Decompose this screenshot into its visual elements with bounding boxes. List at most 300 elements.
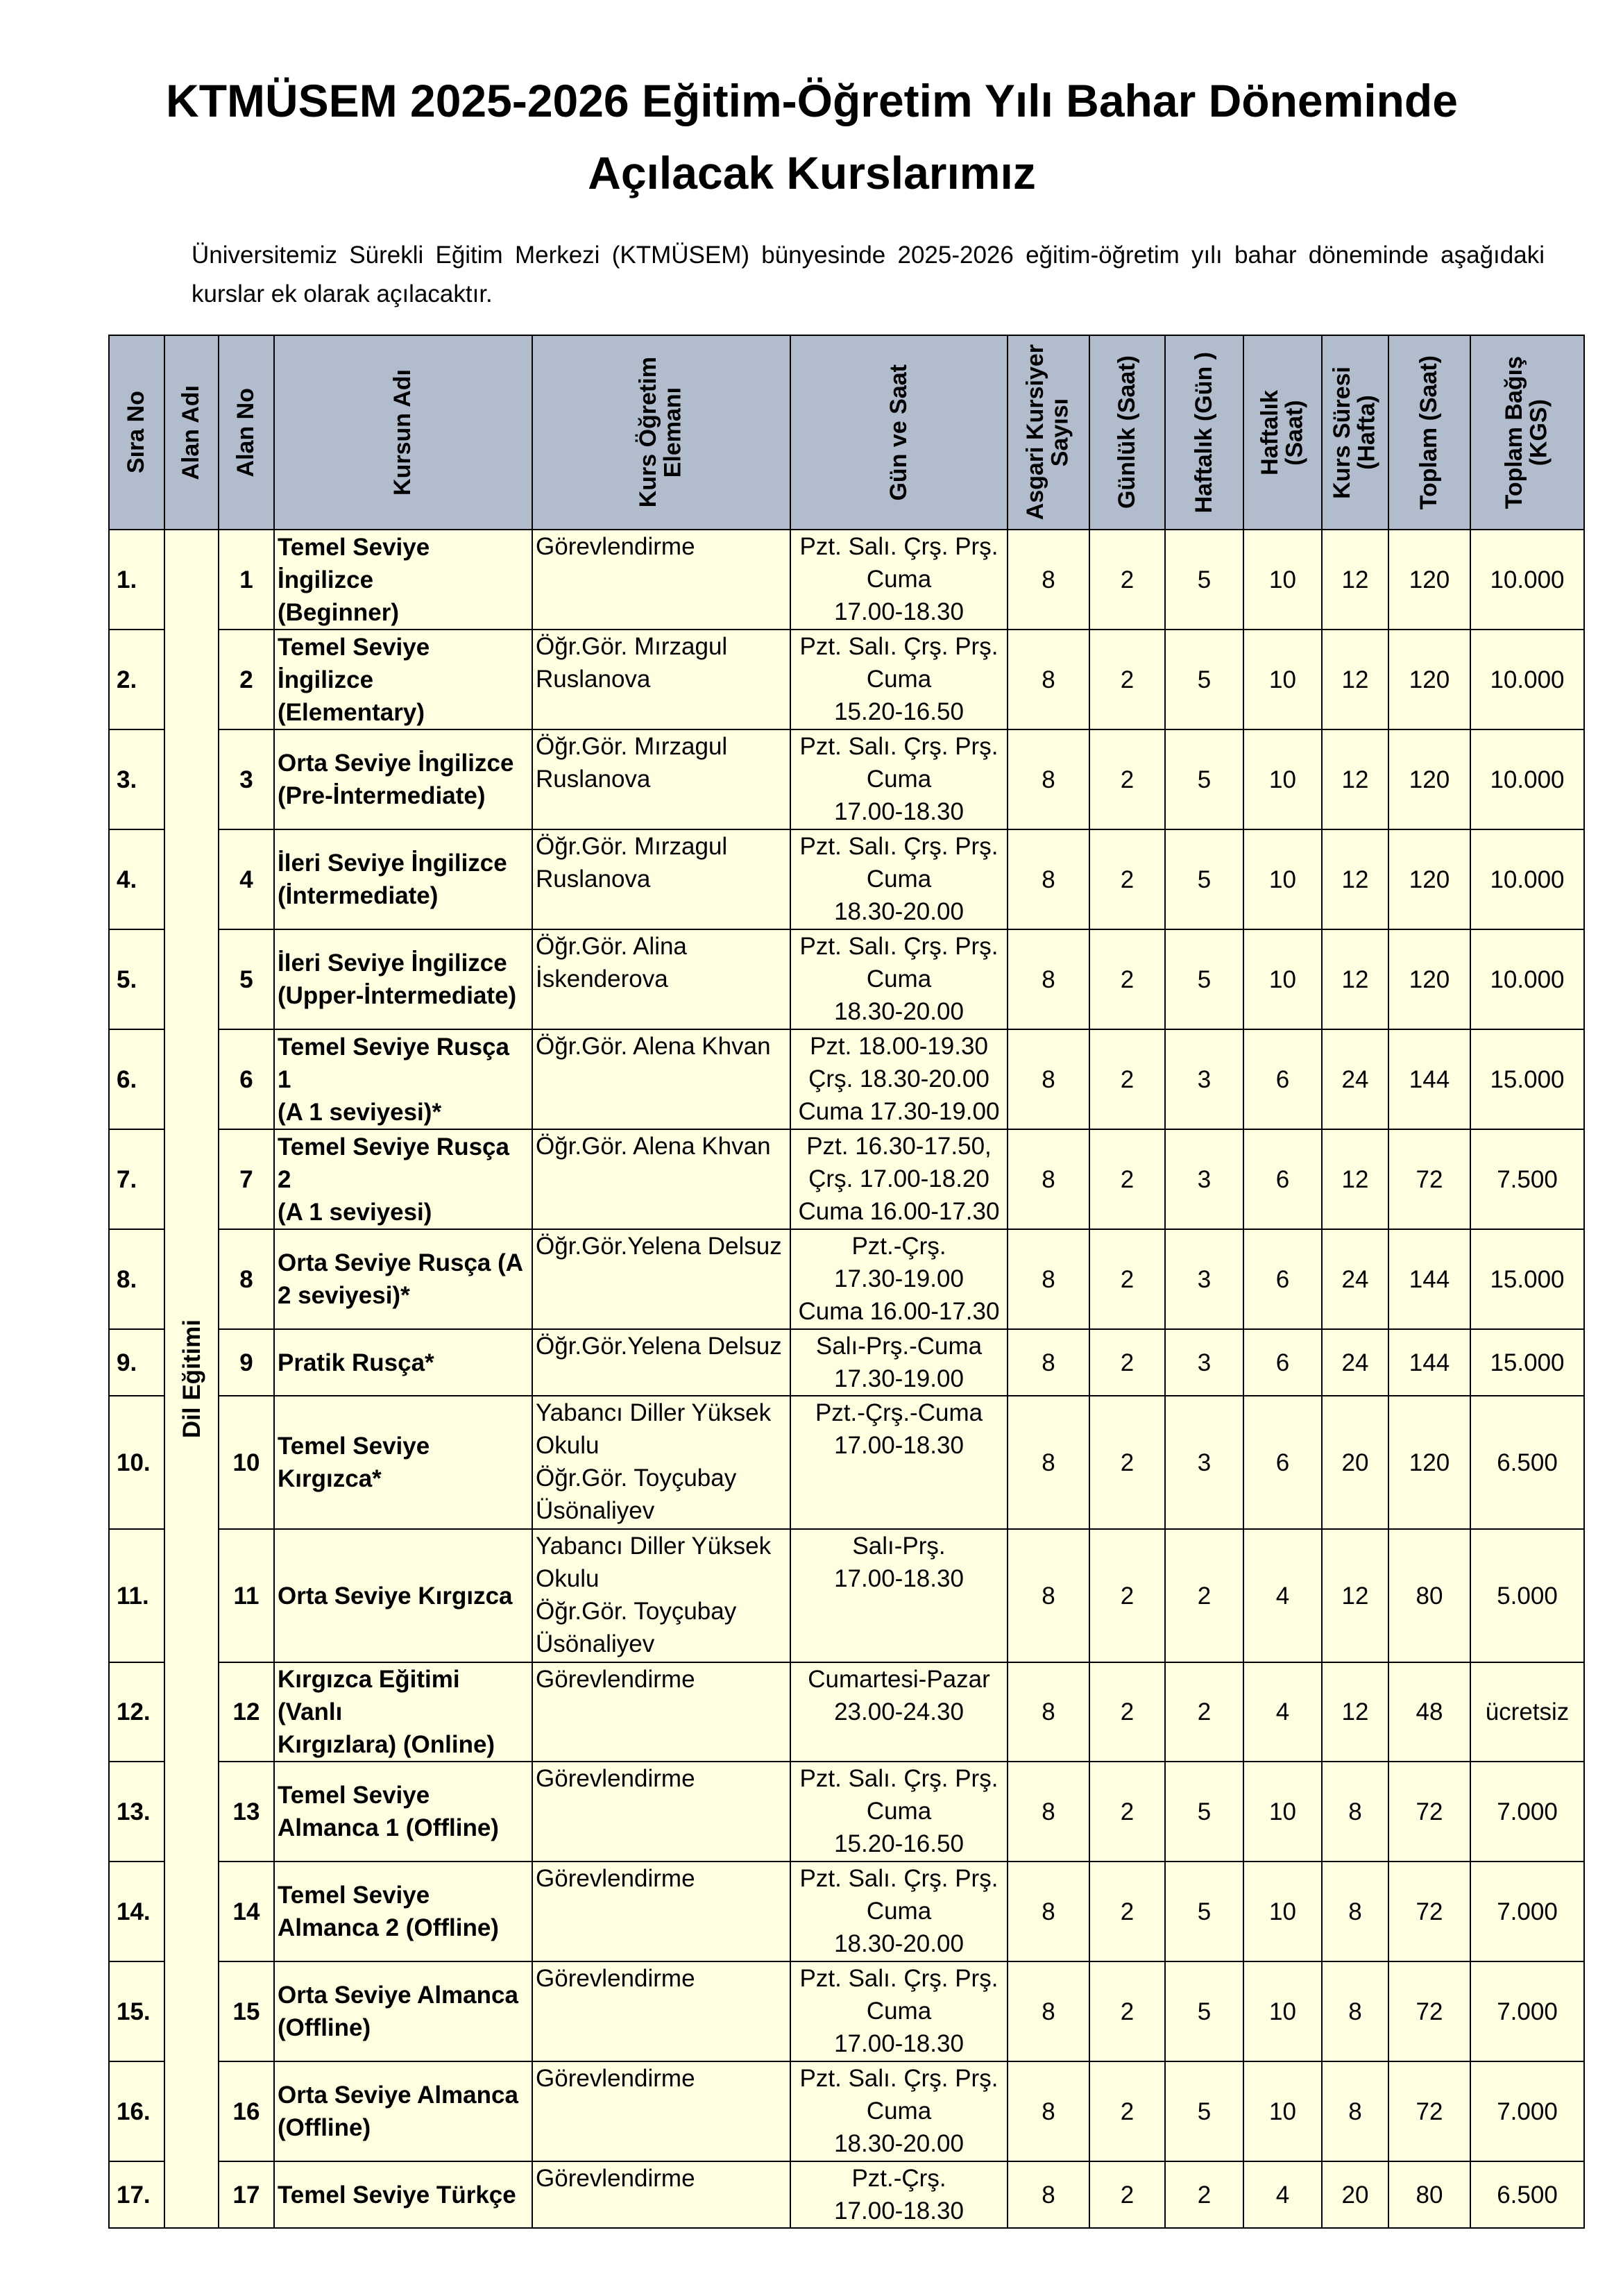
haftalik-saat-cell: 4 [1243, 2161, 1322, 2228]
kurs-adi-cell [274, 1762, 532, 1862]
toplam-saat-cell: 80 [1388, 2161, 1470, 2228]
haftalik-saat-cell: 10 [1243, 1961, 1322, 2061]
ogretim-elemani-cell [532, 1529, 790, 1662]
gun-saat-cell-line: Pzt.-Çrş. [851, 1233, 946, 1260]
asgari-kursiyer-cell: 8 [1008, 1396, 1089, 1529]
gun-saat-cell-line: Cuma [866, 866, 932, 893]
kurs-suresi-cell: 24 [1322, 1029, 1388, 1129]
toplam-saat-cell: 72 [1388, 2061, 1470, 2161]
gunluk-saat-cell: 2 [1089, 1129, 1165, 1229]
gun-saat-cell [790, 1229, 1008, 1329]
kurs-adi-cell-line: (Elementary) [278, 698, 425, 726]
kurs-adi-cell-line: Kırgızca Eğitimi (Vanlı [278, 1666, 460, 1725]
ogretim-elemani-cell-line: Ruslanova [536, 766, 651, 793]
gun-saat-cell-line: Çrş. 18.30-20.00 [808, 1065, 989, 1092]
gun-saat-cell-line: 18.30-20.00 [834, 1930, 964, 1957]
sira-no-cell: 6. [109, 1029, 164, 1129]
table-row [109, 2061, 1584, 2161]
kurs-adi-cell [274, 1961, 532, 2061]
gunluk-saat-cell: 2 [1089, 1229, 1165, 1329]
toplam-bagis-cell: 7.000 [1470, 1862, 1584, 1961]
header-gun-saat: Gün ve Saat [790, 335, 1008, 530]
haftalik-saat-cell: 10 [1243, 829, 1322, 929]
haftalik-saat-cell: 4 [1243, 1529, 1322, 1662]
alan-no-cell: 8 [219, 1229, 274, 1329]
table-row [109, 1529, 1584, 1662]
gun-saat-cell-line: Cuma [866, 566, 932, 593]
gun-saat-cell-line: 17.00-18.30 [834, 1432, 964, 1459]
haftalik-gun-cell: 3 [1165, 1129, 1243, 1229]
toplam-bagis-cell: 15.000 [1470, 1029, 1584, 1129]
ogretim-elemani-cell [532, 1862, 790, 1961]
haftalik-gun-cell: 2 [1165, 2161, 1243, 2228]
kurs-adi-cell-line: (İntermediate) [278, 882, 439, 909]
ogretim-elemani-cell [532, 1029, 790, 1129]
ogretim-elemani-cell [532, 1396, 790, 1529]
toplam-saat-cell: 120 [1388, 1396, 1470, 1529]
gun-saat-cell [790, 2061, 1008, 2161]
ogretim-elemani-cell [532, 1329, 790, 1396]
ogretim-elemani-cell-line: İskenderova [536, 965, 668, 993]
alan-no-cell: 6 [219, 1029, 274, 1129]
asgari-kursiyer-cell: 8 [1008, 1961, 1089, 2061]
header-kurs-adi: Kursun Adı [274, 335, 532, 530]
gun-saat-cell [790, 729, 1008, 829]
asgari-kursiyer-cell: 8 [1008, 1129, 1089, 1229]
kurs-adi-cell [274, 1662, 532, 1762]
ogretim-elemani-cell-line: Üsönaliyev [536, 1630, 655, 1657]
asgari-kursiyer-cell: 8 [1008, 729, 1089, 829]
kurs-adi-cell-line: Orta Seviye Almanca [278, 2082, 518, 2109]
kurs-adi-cell-line: Orta Seviye İngilizce [278, 750, 514, 777]
gun-saat-cell [790, 1662, 1008, 1762]
haftalik-saat-cell: 10 [1243, 929, 1322, 1029]
header-toplam-bagis: Toplam Bağış (KGS) [1470, 335, 1584, 530]
gun-saat-cell-line: 18.30-20.00 [834, 998, 964, 1025]
alan-no-cell: 3 [219, 729, 274, 829]
sira-no-cell: 17. [109, 2161, 164, 2228]
toplam-bagis-cell: 10.000 [1470, 829, 1584, 929]
ogretim-elemani-cell-line: Öğr.Gör. Alena Khvan [536, 1033, 771, 1060]
haftalik-gun-cell: 5 [1165, 630, 1243, 729]
kurs-adi-cell [274, 530, 532, 630]
kurs-adi-cell-line: İleri Seviye İngilizce [278, 850, 507, 877]
gun-saat-cell [790, 1961, 1008, 2061]
ogretim-elemani-cell-line: Görevlendirme [536, 1666, 695, 1693]
sira-no-cell: 4. [109, 829, 164, 929]
gun-saat-cell-line: 17.00-18.30 [834, 2030, 964, 2057]
ogretim-elemani-cell-line: Ruslanova [536, 666, 651, 693]
kurs-adi-cell-line: Temel Seviye [278, 1782, 430, 1809]
asgari-kursiyer-cell: 8 [1008, 2161, 1089, 2228]
header-asgari-kursiyer: Asgari Kursiyer Sayısı [1008, 335, 1089, 530]
toplam-bagis-cell: 7.000 [1470, 1762, 1584, 1862]
header-alan-adi: Alan Adı [164, 335, 219, 530]
ogretim-elemani-cell-line: Öğr.Gör. Toyçubay [536, 1464, 737, 1492]
gun-saat-cell-line: Pzt. Salı. Çrş. Prş. [799, 1865, 999, 1892]
alan-no-cell: 7 [219, 1129, 274, 1229]
asgari-kursiyer-cell: 8 [1008, 1029, 1089, 1129]
gun-saat-cell [790, 1329, 1008, 1396]
gun-saat-cell-line: 15.20-16.50 [834, 1830, 964, 1857]
kurs-adi-cell [274, 1529, 532, 1662]
asgari-kursiyer-cell: 8 [1008, 2061, 1089, 2161]
toplam-bagis-cell: 10.000 [1470, 630, 1584, 729]
gun-saat-cell-line: Cuma 16.00-17.30 [798, 1298, 1000, 1325]
header-haftalik-gun: Haftalık (Gün ) [1165, 335, 1243, 530]
ogretim-elemani-cell [532, 1762, 790, 1862]
gun-saat-cell-line: Cuma 17.30-19.00 [798, 1098, 1000, 1125]
ogretim-elemani-cell-line: Görevlendirme [536, 1765, 695, 1792]
asgari-kursiyer-cell: 8 [1008, 1762, 1089, 1862]
alan-no-cell: 1 [219, 530, 274, 630]
gun-saat-cell-line: Cuma [866, 1998, 932, 2025]
sira-no-cell: 13. [109, 1762, 164, 1862]
gun-saat-cell-line: Cuma [866, 666, 932, 693]
kurs-suresi-cell: 8 [1322, 1862, 1388, 1961]
kurs-adi-cell [274, 1329, 532, 1396]
header-ogretim-elemani: Kurs Öğretim Elemanı [532, 335, 790, 530]
gun-saat-cell [790, 2161, 1008, 2228]
gun-saat-cell-line: Cuma [866, 1898, 932, 1925]
kurs-adi-cell [274, 1029, 532, 1129]
toplam-saat-cell: 72 [1388, 1862, 1470, 1961]
kurs-adi-cell [274, 729, 532, 829]
table-row [109, 1329, 1584, 1396]
kurs-adi-cell-line: Almanca 1 (Offline) [278, 1814, 499, 1841]
ogretim-elemani-cell-line: Okulu [536, 1432, 600, 1459]
alan-adi-cell [164, 530, 219, 2228]
gunluk-saat-cell: 2 [1089, 1961, 1165, 2061]
gunluk-saat-cell: 2 [1089, 1396, 1165, 1529]
kurs-adi-cell-line: (Beginner) [278, 598, 399, 626]
table-header-row [109, 335, 1584, 530]
haftalik-saat-cell: 10 [1243, 729, 1322, 829]
gun-saat-cell-line: Pzt.-Çrş.-Cuma [815, 1399, 983, 1426]
kurs-suresi-cell: 8 [1322, 1762, 1388, 1862]
gunluk-saat-cell: 2 [1089, 2161, 1165, 2228]
sira-no-cell: 14. [109, 1862, 164, 1961]
ogretim-elemani-cell [532, 929, 790, 1029]
kurs-adi-cell-line: Almanca 2 (Offline) [278, 1914, 499, 1941]
gun-saat-cell [790, 829, 1008, 929]
asgari-kursiyer-cell: 8 [1008, 1329, 1089, 1396]
gunluk-saat-cell: 2 [1089, 1862, 1165, 1961]
table-row [109, 2161, 1584, 2228]
kurs-suresi-cell: 12 [1322, 530, 1388, 630]
alan-no-cell: 12 [219, 1662, 274, 1762]
ogretim-elemani-cell-line: Öğr.Gör. Toyçubay [536, 1598, 737, 1625]
sira-no-cell: 11. [109, 1529, 164, 1662]
haftalik-saat-cell: 6 [1243, 1029, 1322, 1129]
ogretim-elemani-cell [532, 729, 790, 829]
intro-paragraph: Üniversitemiz Sürekli Eğitim Merkezi (KTMÜSEM) bünyesinde 2025-2026 eğitim-öğretim yılı bahar döneminde aşağıdaki kurslar ek olarak açılacaktır. [192, 242, 1545, 307]
toplam-saat-cell: 72 [1388, 1129, 1470, 1229]
ogretim-elemani-cell-line: Görevlendirme [536, 2165, 695, 2192]
gunluk-saat-cell: 2 [1089, 829, 1165, 929]
asgari-kursiyer-cell: 8 [1008, 530, 1089, 630]
haftalik-saat-cell: 10 [1243, 1762, 1322, 1862]
kurs-suresi-cell: 12 [1322, 1662, 1388, 1762]
asgari-kursiyer-cell: 8 [1008, 1229, 1089, 1329]
kurs-suresi-cell: 8 [1322, 2061, 1388, 2161]
ogretim-elemani-cell-line: Yabancı Diller Yüksek [536, 1533, 772, 1560]
gun-saat-cell-line: Pzt. Salı. Çrş. Prş. [799, 1965, 999, 1992]
toplam-saat-cell: 120 [1388, 829, 1470, 929]
gun-saat-cell-line: 18.30-20.00 [834, 2130, 964, 2157]
haftalik-gun-cell: 3 [1165, 1396, 1243, 1529]
haftalik-gun-cell: 5 [1165, 1762, 1243, 1862]
kurs-adi-cell-line: (Offline) [278, 2014, 371, 2041]
kurs-adi-cell-line: (A 1 seviyesi)* [278, 1098, 442, 1126]
kurs-suresi-cell: 24 [1322, 1229, 1388, 1329]
kurs-suresi-cell: 12 [1322, 630, 1388, 729]
haftalik-saat-cell: 6 [1243, 1129, 1322, 1229]
alan-no-cell: 13 [219, 1762, 274, 1862]
kurs-adi-cell [274, 2061, 532, 2161]
gunluk-saat-cell: 2 [1089, 1329, 1165, 1396]
gun-saat-cell-line: Pzt. Salı. Çrş. Prş. [799, 733, 999, 760]
table-row [109, 829, 1584, 929]
gun-saat-cell-line: Pzt. 18.00-19.30 [810, 1033, 988, 1060]
kurs-adi-cell [274, 1862, 532, 1961]
haftalik-gun-cell: 5 [1165, 1862, 1243, 1961]
kurs-adi-cell-line: Temel Seviye İngilizce [278, 533, 430, 593]
gun-saat-cell-line: 17.00-18.30 [834, 1565, 964, 1592]
haftalik-gun-cell: 5 [1165, 530, 1243, 630]
ogretim-elemani-cell [532, 630, 790, 729]
toplam-saat-cell: 120 [1388, 929, 1470, 1029]
kurs-adi-cell [274, 630, 532, 729]
toplam-bagis-cell: 10.000 [1470, 729, 1584, 829]
sira-no-cell: 15. [109, 1961, 164, 2061]
gun-saat-cell-line: 18.30-20.00 [834, 898, 964, 925]
ogretim-elemani-cell-line: Öğr.Gör. Mırzagul [536, 833, 728, 860]
sira-no-cell: 9. [109, 1329, 164, 1396]
table-row [109, 1229, 1584, 1329]
gun-saat-cell-line: Cuma [866, 2097, 932, 2125]
ogretim-elemani-cell-line: Görevlendirme [536, 2065, 695, 2092]
toplam-bagis-cell: 10.000 [1470, 929, 1584, 1029]
gun-saat-cell-line: Pzt. Salı. Çrş. Prş. [799, 633, 999, 660]
haftalik-saat-cell: 4 [1243, 1662, 1322, 1762]
toplam-saat-cell: 144 [1388, 1029, 1470, 1129]
toplam-saat-cell: 120 [1388, 530, 1470, 630]
haftalik-saat-cell: 10 [1243, 630, 1322, 729]
sira-no-cell: 5. [109, 929, 164, 1029]
table-row [109, 729, 1584, 829]
kurs-adi-cell-line: (A 1 seviyesi) [278, 1198, 432, 1226]
haftalik-gun-cell: 5 [1165, 929, 1243, 1029]
table-row [109, 1129, 1584, 1229]
gun-saat-cell-line: Pzt. Salı. Çrş. Prş. [799, 933, 999, 960]
gun-saat-cell-line: 15.20-16.50 [834, 698, 964, 725]
ogretim-elemani-cell-line: Öğr.Gör. Mırzagul [536, 633, 728, 660]
ogretim-elemani-cell [532, 1662, 790, 1762]
asgari-kursiyer-cell: 8 [1008, 1662, 1089, 1762]
toplam-bagis-cell: 6.500 [1470, 2161, 1584, 2228]
table-row [109, 929, 1584, 1029]
kurs-adi-cell-line: Temel Seviye Rusça 2 [278, 1133, 509, 1193]
toplam-saat-cell: 72 [1388, 1762, 1470, 1862]
page-title-line-2: Açılacak Kurslarımız [588, 147, 1036, 199]
toplam-saat-cell: 144 [1388, 1229, 1470, 1329]
alan-adi-label: Dil Eğitimi [178, 1319, 205, 1439]
asgari-kursiyer-cell: 8 [1008, 1862, 1089, 1961]
sira-no-cell: 1. [109, 530, 164, 630]
kurs-suresi-cell: 8 [1322, 1961, 1388, 2061]
ogretim-elemani-cell-line: Görevlendirme [536, 533, 695, 560]
gun-saat-cell-line: Salı-Prş.-Cuma [815, 1333, 983, 1360]
table-row [109, 530, 1584, 630]
kurs-adi-cell [274, 929, 532, 1029]
gun-saat-cell-line: 17.00-18.30 [834, 798, 964, 825]
asgari-kursiyer-cell: 8 [1008, 929, 1089, 1029]
gun-saat-cell-line: Pzt. 16.30-17.50, [806, 1133, 992, 1160]
gun-saat-cell [790, 1029, 1008, 1129]
ogretim-elemani-cell-line: Yabancı Diller Yüksek [536, 1399, 772, 1426]
kurs-adi-cell [274, 1396, 532, 1529]
kurs-adi-cell-line: Temel Seviye İngilizce [278, 633, 430, 693]
kurs-adi-cell-line: Temel Seviye Rusça 1 [278, 1033, 509, 1093]
kurs-adi-cell-line: Temel Seviye Türkçe [278, 2181, 516, 2209]
kurs-adi-cell-line: (Offline) [278, 2114, 371, 2141]
alan-no-cell: 4 [219, 829, 274, 929]
gun-saat-cell-line: Pzt. Salı. Çrş. Prş. [799, 833, 999, 860]
kurs-suresi-cell: 20 [1322, 2161, 1388, 2228]
kurs-suresi-cell: 12 [1322, 929, 1388, 1029]
haftalik-saat-cell: 10 [1243, 530, 1322, 630]
ogretim-elemani-cell [532, 2061, 790, 2161]
ogretim-elemani-cell-line: Görevlendirme [536, 1865, 695, 1892]
kurs-adi-cell [274, 829, 532, 929]
alan-no-cell: 17 [219, 2161, 274, 2228]
sira-no-cell: 7. [109, 1129, 164, 1229]
ogretim-elemani-cell [532, 530, 790, 630]
haftalik-gun-cell: 5 [1165, 729, 1243, 829]
toplam-bagis-cell: 7.000 [1470, 2061, 1584, 2161]
toplam-bagis-cell: 7.000 [1470, 1961, 1584, 2061]
ogretim-elemani-cell-line: Okulu [536, 1565, 600, 1592]
alan-no-cell: 11 [219, 1529, 274, 1662]
sira-no-cell: 16. [109, 2061, 164, 2161]
table-row [109, 1762, 1584, 1862]
gunluk-saat-cell: 2 [1089, 929, 1165, 1029]
haftalik-gun-cell: 3 [1165, 1029, 1243, 1129]
alan-no-cell: 2 [219, 630, 274, 729]
sira-no-cell: 10. [109, 1396, 164, 1529]
asgari-kursiyer-cell: 8 [1008, 1529, 1089, 1662]
ogretim-elemani-cell-line: Öğr.Gör.Yelena Delsuz [536, 1233, 782, 1260]
kurs-adi-cell-line: Temel Seviye [278, 1882, 430, 1909]
haftalik-saat-cell: 10 [1243, 2061, 1322, 2161]
gunluk-saat-cell: 2 [1089, 630, 1165, 729]
toplam-saat-cell: 48 [1388, 1662, 1470, 1762]
haftalik-gun-cell: 5 [1165, 829, 1243, 929]
gunluk-saat-cell: 2 [1089, 1762, 1165, 1862]
haftalik-saat-cell: 10 [1243, 1862, 1322, 1961]
ogretim-elemani-cell [532, 829, 790, 929]
header-kurs-suresi: Kurs Süresi (Hafta) [1322, 335, 1388, 530]
header-gunluk-saat: Günlük (Saat) [1089, 335, 1165, 530]
gun-saat-cell-line: Pzt. Salı. Çrş. Prş. [799, 1765, 999, 1792]
kurs-suresi-cell: 12 [1322, 829, 1388, 929]
gun-saat-cell-line: 23.00-24.30 [834, 1698, 964, 1725]
gunluk-saat-cell: 2 [1089, 729, 1165, 829]
haftalik-saat-cell: 6 [1243, 1329, 1322, 1396]
header-sira-no: Sıra No [109, 335, 164, 530]
ogretim-elemani-cell-line: Üsönaliyev [536, 1497, 655, 1524]
alan-no-cell: 16 [219, 2061, 274, 2161]
gun-saat-cell-line: 17.00-18.30 [834, 598, 964, 625]
sira-no-cell: 12. [109, 1662, 164, 1762]
haftalik-gun-cell: 5 [1165, 2061, 1243, 2161]
toplam-saat-cell: 72 [1388, 1961, 1470, 2061]
toplam-bagis-cell: 5.000 [1470, 1529, 1584, 1662]
gunluk-saat-cell: 2 [1089, 2061, 1165, 2161]
toplam-saat-cell: 120 [1388, 729, 1470, 829]
gun-saat-cell [790, 929, 1008, 1029]
kurs-suresi-cell: 12 [1322, 1529, 1388, 1662]
gun-saat-cell-line: Cuma [866, 1798, 932, 1825]
ogretim-elemani-cell-line: Görevlendirme [536, 1965, 695, 1992]
haftalik-gun-cell: 3 [1165, 1329, 1243, 1396]
haftalik-saat-cell: 6 [1243, 1396, 1322, 1529]
table-row [109, 1029, 1584, 1129]
toplam-bagis-cell: 15.000 [1470, 1329, 1584, 1396]
courses-table [108, 335, 1585, 2229]
sira-no-cell: 3. [109, 729, 164, 829]
ogretim-elemani-cell-line: Ruslanova [536, 866, 651, 893]
asgari-kursiyer-cell: 8 [1008, 829, 1089, 929]
kurs-adi-cell-line: Orta Seviye Almanca [278, 1982, 518, 2009]
ogretim-elemani-cell [532, 1229, 790, 1329]
gun-saat-cell-line: 17.30-19.00 [834, 1365, 964, 1392]
gun-saat-cell [790, 1862, 1008, 1961]
asgari-kursiyer-cell: 8 [1008, 630, 1089, 729]
alan-no-cell: 9 [219, 1329, 274, 1396]
ogretim-elemani-cell-line: Öğr.Gör. Alena Khvan [536, 1133, 771, 1160]
sira-no-cell: 8. [109, 1229, 164, 1329]
haftalik-gun-cell: 5 [1165, 1961, 1243, 2061]
haftalik-saat-cell: 6 [1243, 1229, 1322, 1329]
table-row [109, 1662, 1584, 1762]
gun-saat-cell [790, 1129, 1008, 1229]
gun-saat-cell [790, 1762, 1008, 1862]
kurs-suresi-cell: 12 [1322, 729, 1388, 829]
page-title-line-1: KTMÜSEM 2025-2026 Eğitim-Öğretim Yılı Bahar Döneminde [166, 75, 1458, 126]
alan-no-cell: 5 [219, 929, 274, 1029]
kurs-suresi-cell: 20 [1322, 1396, 1388, 1529]
toplam-bagis-cell: 15.000 [1470, 1229, 1584, 1329]
gun-saat-cell-line: Cuma [866, 965, 932, 993]
toplam-saat-cell: 144 [1388, 1329, 1470, 1396]
kurs-adi-cell-line: Kırgızlara) (Online) [278, 1731, 495, 1758]
ogretim-elemani-cell-line: Öğr.Gör. Alina [536, 933, 687, 960]
table-row [109, 1396, 1584, 1529]
haftalik-gun-cell: 3 [1165, 1229, 1243, 1329]
gun-saat-cell-line: Cuma 16.00-17.30 [798, 1198, 1000, 1225]
gunluk-saat-cell: 2 [1089, 1662, 1165, 1762]
sira-no-cell: 2. [109, 630, 164, 729]
gun-saat-cell-line: 17.00-18.30 [834, 2197, 964, 2225]
alan-no-cell: 15 [219, 1961, 274, 2061]
kurs-adi-cell-line: Pratik Rusça* [278, 1349, 434, 1376]
toplam-saat-cell: 120 [1388, 630, 1470, 729]
haftalik-gun-cell: 2 [1165, 1529, 1243, 1662]
gun-saat-cell-line: Çrş. 17.00-18.20 [808, 1165, 989, 1192]
gun-saat-cell-line: Salı-Prş. [852, 1533, 946, 1560]
